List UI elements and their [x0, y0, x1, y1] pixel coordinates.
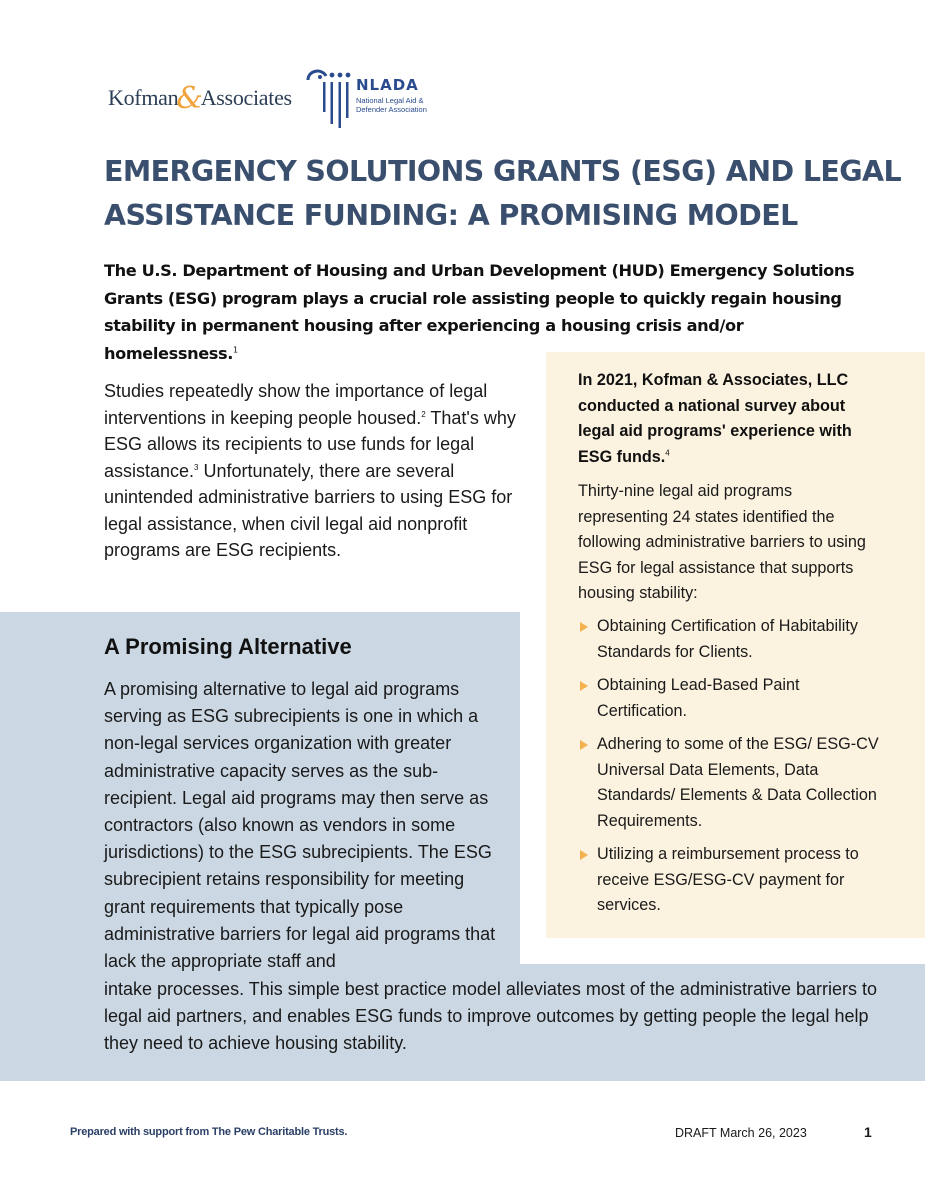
- footer-draft-date: DRAFT March 26, 2023: [675, 1126, 807, 1140]
- logo-text-kofman: Kofman: [108, 85, 179, 110]
- list-item: [578, 732, 888, 834]
- studies-paragraph: [104, 378, 524, 564]
- nlada-subtitle: National Legal Aid & Defender Association: [356, 96, 427, 114]
- list-item: [578, 614, 888, 665]
- barriers-list: [578, 614, 888, 927]
- logo-text-associates: Associates: [200, 85, 292, 110]
- barrier-text: Utilizing a reimbursement process to receive ESG/ESG-CV payment for services.: [597, 845, 859, 914]
- page-number: 1: [864, 1124, 872, 1140]
- nlada-logo: [304, 66, 454, 130]
- nlada-name: NLADA: [356, 76, 419, 94]
- studies-text-2: That's why ESG allows its recipients to use funds for legal assistance.: [104, 407, 516, 481]
- intro-paragraph: [104, 257, 864, 367]
- footnote-marker-4: 4: [665, 448, 670, 458]
- footer-support-note: Prepared with support from The Pew Charitable Trusts.: [70, 1126, 348, 1138]
- survey-lead: [578, 368, 878, 470]
- list-item: [578, 673, 888, 724]
- nlada-pillars-icon: [304, 66, 354, 130]
- alternative-heading: A Promising Alternative: [104, 634, 352, 659]
- footnote-marker-3: 3: [194, 462, 199, 472]
- intro-text: The U.S. Department of Housing and Urban Development (HUD) Emergency Solutions Grants (ESG) program plays a crucial role assisting people to quickly regain housing stability in permanent housing after experiencing a housing crisis and/or homelessness.: [104, 261, 855, 363]
- alternative-paragraph-2: intake processes. This simple best practice model alleviates most of the administrative barriers to legal aid partners, and enables ESG funds to improve outcomes by getting people the legal help they need to achieve housing stability.: [104, 979, 877, 1054]
- page-title: EMERGENCY SOLUTIONS GRANTS (ESG) AND LEGAL ASSISTANCE FUNDING: A PROMISING MODEL: [104, 155, 902, 232]
- barrier-text: Adhering to some of the ESG/ ESG-CV Universal Data Elements, Data Standards/ Elements & Data Collection Requirements.: [597, 735, 879, 830]
- triangle-bullet-icon: [580, 850, 588, 860]
- logo-ampersand: &: [176, 81, 203, 116]
- triangle-bullet-icon: [580, 681, 588, 691]
- list-item: [578, 842, 888, 919]
- survey-body: Thirty-nine legal aid programs representing 24 states identified the following administrative barriers to using ESG for legal assistance that supports housing stability:: [578, 482, 866, 602]
- barrier-text: Obtaining Lead-Based Paint Certification.: [597, 676, 800, 720]
- footnote-marker-1: 1: [233, 345, 238, 355]
- studies-text-1: Studies repeatedly show the importance of legal interventions in keeping people housed.: [104, 381, 488, 428]
- survey-lead-text: In 2021, Kofman & Associates, LLC conducted a national survey about legal aid programs' experience with ESG funds.: [578, 371, 852, 466]
- triangle-bullet-icon: [580, 622, 588, 632]
- triangle-bullet-icon: [580, 740, 588, 750]
- alternative-paragraph-1: A promising alternative to legal aid programs serving as ESG subrecipients is one in which a non-legal services organization with greater administrative capacity serves as the sub-recipient. Legal aid programs may then serve as contractors (also known as vendors in some jurisdictions) to the ESG subrecipients. The ESG subrecipient retains responsibility for meeting grant requirements that typically pose administrative barriers for legal aid programs that lack the appropriate staff and: [104, 679, 496, 972]
- studies-text-3: Unfortunately, there are several unintended administrative barriers to using ESG for legal assistance, when civil legal aid nonprofit programs are ESG recipients.: [104, 460, 513, 560]
- kofman-associates-logo: [108, 78, 292, 116]
- barrier-text: Obtaining Certification of Habitability Standards for Clients.: [597, 617, 858, 661]
- footnote-marker-2: 2: [421, 409, 426, 419]
